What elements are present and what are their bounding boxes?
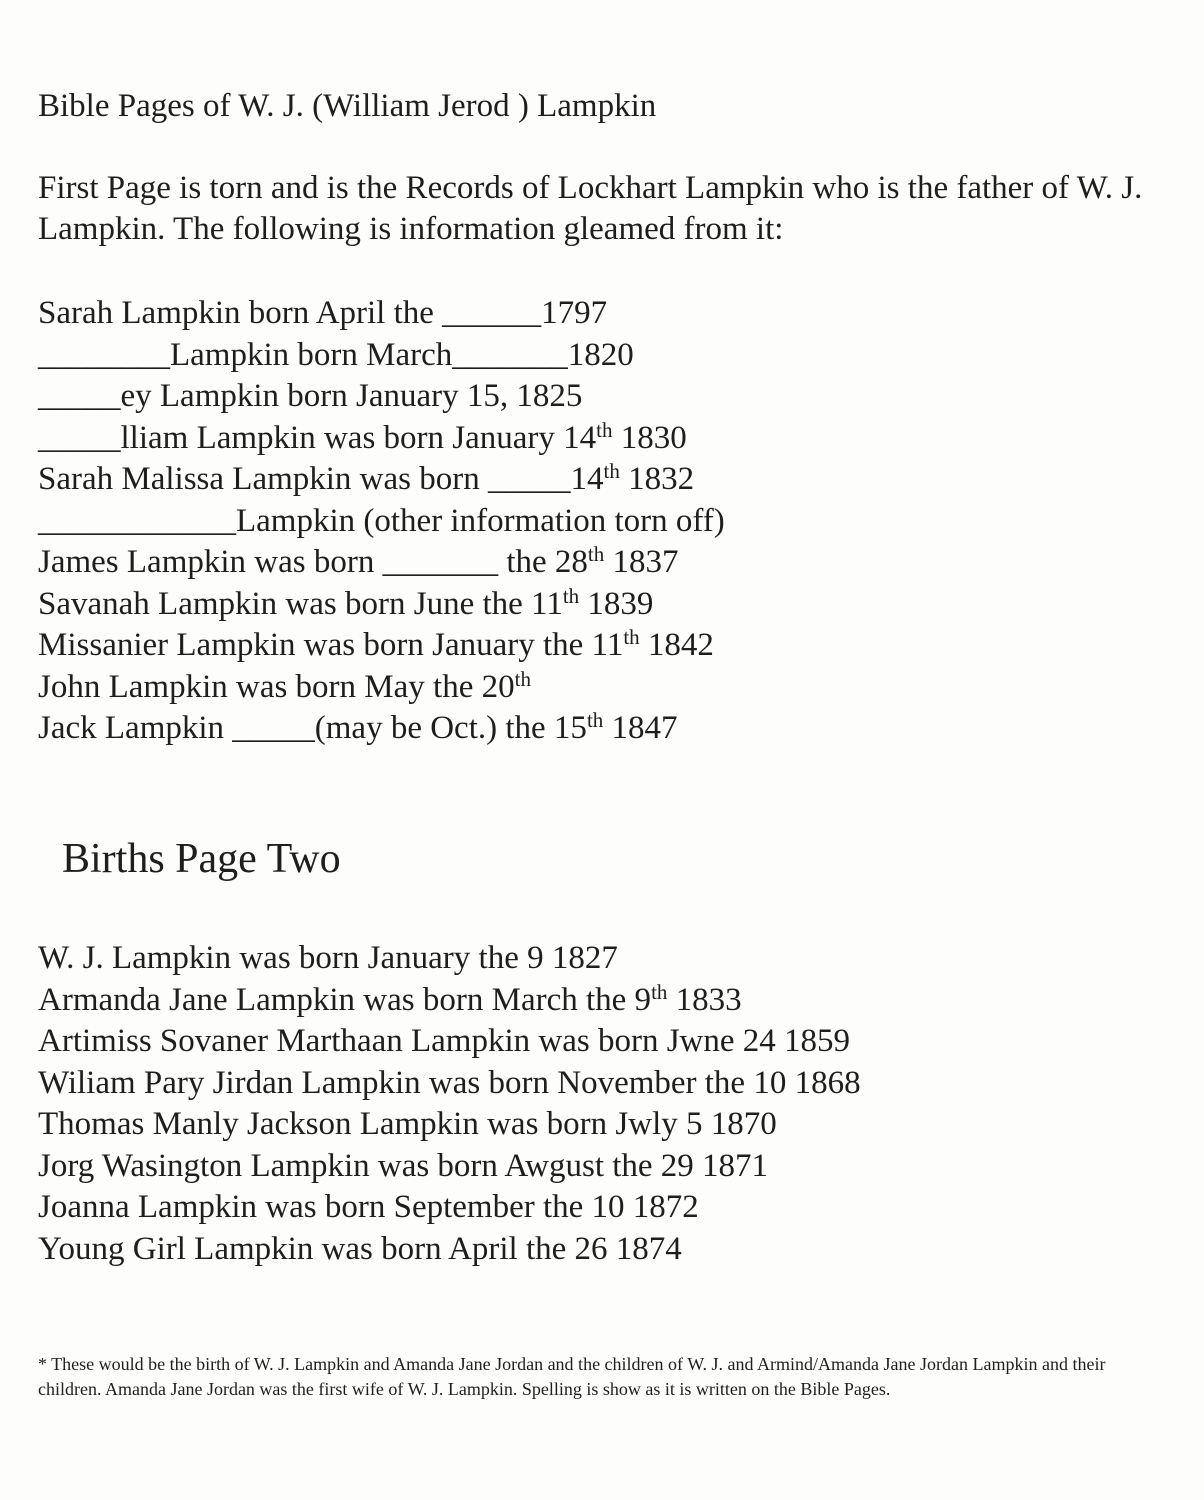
record-line: John Lampkin was born May the 20th: [38, 666, 531, 705]
document-title: Bible Pages of W. J. (William Jerod ) Lampkin: [38, 88, 657, 124]
record-line: _____lliam Lampkin was born January 14th 1830: [38, 417, 687, 456]
birth-line: Young Girl Lampkin was born April the 26 1874: [38, 1230, 682, 1267]
record-line: Jack Lampkin _____(may be Oct.) the 15th 1847: [38, 708, 678, 746]
record-line: Missanier Lampkin was born January the 11th 1842: [38, 625, 714, 663]
record-line: ________Lampkin born March_______1820: [38, 336, 634, 373]
section-heading-births-page-two: Births Page Two: [62, 836, 341, 882]
birth-line: Artimiss Sovaner Marthaan Lampkin was born Jwne 24 1859: [38, 1023, 851, 1059]
record-line: Savanah Lampkin was born June the 11th 1839: [38, 583, 654, 622]
record-line: ____________Lampkin (other information torn off): [38, 502, 725, 539]
footnote: * These would be the birth of W. J. Lampkin and Amanda Jane Jordan and the children of W. J. and Armind/Amanda Jane Jordan Lampkin and their children. Amanda Jane Jordan was the first wife of W. J. Lampkin. Spelling is show as it is written on the Bible Pages.: [38, 1354, 1106, 1399]
birth-line: Jorg Wasington Lampkin was born Awgust the 29 1871: [38, 1147, 769, 1184]
birth-line: Armanda Jane Lampkin was born March the 9th 1833: [38, 979, 742, 1018]
first-page-records-list: [38, 293, 725, 750]
birth-line: W. J. Lampkin was born January the 9 1827: [38, 940, 618, 976]
record-line: James Lampkin was born _______ the 28th 1837: [38, 542, 679, 580]
births-page-two-list: [38, 938, 861, 1270]
birth-line: Thomas Manly Jackson Lampkin was born Jwly 5 1870: [38, 1106, 777, 1142]
record-line: Sarah Lampkin born April the ______1797: [38, 295, 608, 331]
record-line: _____ey Lampkin born January 15, 1825: [38, 378, 583, 414]
birth-line: Wiliam Pary Jirdan Lampkin was born November the 10 1868: [38, 1064, 861, 1101]
intro-paragraph: First Page is torn and is the Records of Lockhart Lampkin who is the father of W. J. Lampkin. The following is information gleamed from it:: [38, 170, 1143, 247]
birth-line: Joanna Lampkin was born September the 10 1872: [38, 1189, 699, 1225]
record-line: Sarah Malissa Lampkin was born _____14th 1832: [38, 459, 695, 497]
